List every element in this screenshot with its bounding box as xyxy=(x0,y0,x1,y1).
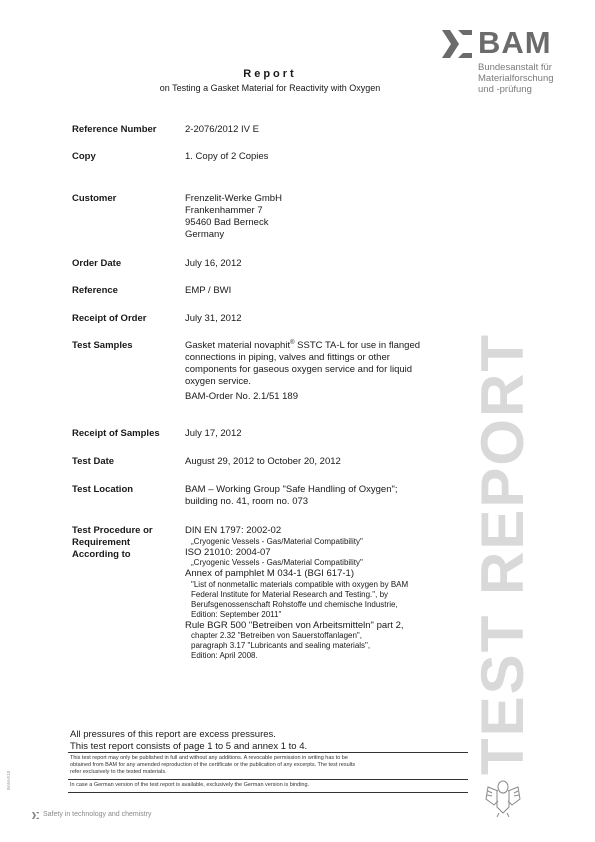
pages-note: This test report consists of page 1 to 5 and annex 1 to 4. xyxy=(70,741,308,752)
report-title: Report xyxy=(243,68,297,80)
logo-subtitle: Bundesanstalt für Materialforschung und -prüfung xyxy=(478,62,554,95)
footer-logo-icon xyxy=(32,812,39,819)
divider xyxy=(68,792,468,793)
side-code: BAM-E10 xyxy=(6,770,11,790)
bam-logo-icon xyxy=(442,30,472,58)
divider xyxy=(68,752,468,753)
footer-tagline: Safety in technology and chemistry xyxy=(43,811,152,818)
legal-fine-print: This test report may only be published in full and without any additions. A revocable permission in writing has to be obtained from BAM for any amended reproduction of the certificate or the publication of any excerpts. The test results refer exclusively to the tested materials. xyxy=(70,755,356,775)
pressure-note: All pressures of this report are excess pressures. xyxy=(70,729,276,740)
language-note: In case a German version of the test report is available, exclusively the German version is binding. xyxy=(70,782,310,788)
logo-name: BAM xyxy=(478,25,552,60)
test-report-watermark: TEST REPORT xyxy=(469,332,536,775)
report-subtitle: on Testing a Gasket Material for Reactivity with Oxygen xyxy=(159,83,381,93)
divider xyxy=(68,779,468,780)
federal-eagle-icon xyxy=(484,777,522,817)
